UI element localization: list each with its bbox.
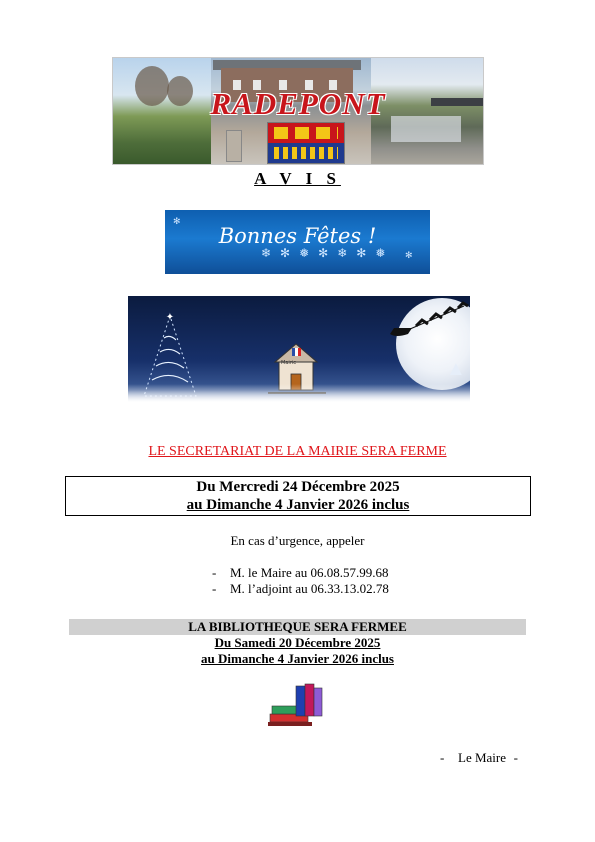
closure-from: Du Mercredi 24 Décembre 2025 bbox=[196, 479, 400, 495]
snow-ground bbox=[128, 384, 470, 414]
coat-of-arms-icon bbox=[267, 122, 345, 164]
snowflakes-decoration: ❄ ✻ ❅ ✻ ❄ ✻ ❅ bbox=[261, 246, 389, 260]
library-from: Du Samedi 20 Décembre 2025 bbox=[214, 635, 381, 650]
signature: - Le Maire - bbox=[440, 750, 519, 765]
closure-dates-box bbox=[65, 476, 531, 516]
snowflake-icon: ✻ bbox=[173, 216, 181, 226]
secretariat-heading: LE SECRETARIAT DE LA MAIRIE SERA FERME bbox=[148, 444, 447, 459]
greeting-banner bbox=[165, 210, 430, 274]
library-to: au Dimanche 4 Janvier 2026 inclus bbox=[201, 651, 394, 666]
contact-deputy: - M. l’adjoint au 06.33.13.02.78 bbox=[212, 581, 389, 596]
contact-deputy-text: M. l’adjoint au 06.33.13.02.78 bbox=[230, 581, 389, 596]
notice-title: A V I S bbox=[254, 169, 341, 188]
books-icon bbox=[266, 682, 330, 728]
emergency-intro: En cas d’urgence, appeler bbox=[230, 533, 365, 548]
snowy-tree-icon: ▲ bbox=[446, 358, 466, 380]
mairie-sign: Mairie bbox=[281, 360, 297, 366]
santa-sleigh-icon bbox=[386, 300, 470, 340]
contact-mayor-text: M. le Maire au 06.08.57.99.68 bbox=[230, 565, 389, 580]
chapel-shape bbox=[226, 130, 242, 162]
lions-stripe bbox=[274, 127, 338, 139]
svg-text:✦: ✦ bbox=[165, 312, 175, 323]
library-heading: LA BIBLIOTHEQUE SERA FERMEE bbox=[188, 619, 407, 634]
closure-to: au Dimanche 4 Janvier 2026 inclus bbox=[186, 497, 410, 513]
header-banner bbox=[112, 57, 484, 165]
greeting-text: Bonnes Fêtes ! bbox=[218, 224, 377, 248]
snowflake-icon: ✻ bbox=[405, 250, 413, 260]
town-name: RADEPONT bbox=[210, 86, 386, 121]
contact-mayor: - M. le Maire au 06.08.57.99.68 bbox=[212, 565, 389, 580]
christmas-scene bbox=[128, 296, 470, 414]
signature-text: Le Maire bbox=[458, 750, 507, 765]
lilies-stripe bbox=[274, 147, 338, 159]
